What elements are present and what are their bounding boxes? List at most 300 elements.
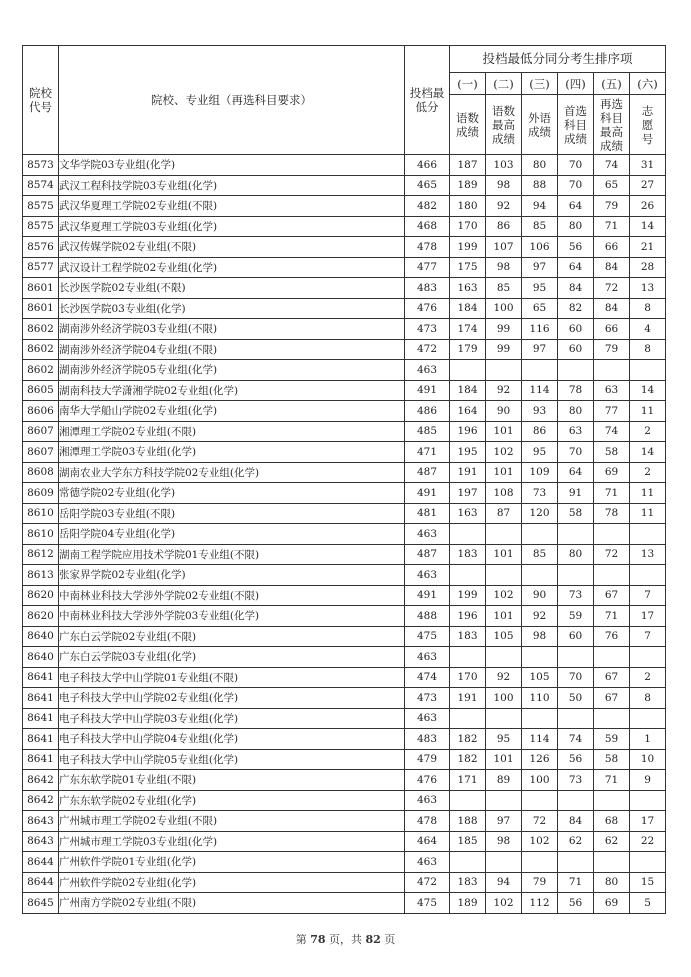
- cell-min-score: 491: [405, 483, 450, 504]
- cell-preference-number: 2: [630, 462, 666, 483]
- cell-elective-max-score: 77: [594, 401, 630, 422]
- cell-primary-subject-score: 84: [558, 278, 594, 299]
- cell-chinese-math-max: 92: [486, 380, 522, 401]
- cell-elective-max-score: 71: [594, 606, 630, 627]
- cell-preference-number: 10: [630, 749, 666, 770]
- cell-primary-subject-score: 84: [558, 811, 594, 832]
- header-sub-label-2: (二): [486, 73, 522, 95]
- cell-min-score: 486: [405, 401, 450, 422]
- cell-school-code: 8641: [23, 749, 59, 770]
- cell-chinese-math-max: 107: [486, 237, 522, 258]
- footer-suffix: 页: [384, 933, 396, 946]
- cell-min-score: 466: [405, 155, 450, 176]
- cell-elective-max-score: 69: [594, 462, 630, 483]
- cell-group-name: 张家界学院02专业组(化学): [59, 565, 405, 586]
- cell-chinese-math-max: 86: [486, 216, 522, 237]
- table-row: [23, 872, 666, 893]
- cell-chinese-math-max: 100: [486, 688, 522, 709]
- cell-school-code: 8577: [23, 257, 59, 278]
- cell-min-score: 485: [405, 421, 450, 442]
- cell-min-score: 463: [405, 790, 450, 811]
- cell-primary-subject-score: 80: [558, 216, 594, 237]
- cell-group-name: 湖南工程学院应用技术学院01专业组(不限): [59, 544, 405, 565]
- cell-elective-max-score: 84: [594, 257, 630, 278]
- cell-foreign-language-score: 85: [522, 544, 558, 565]
- cell-school-code: 8641: [23, 667, 59, 688]
- cell-school-code: 8602: [23, 339, 59, 360]
- cell-group-name: 广东东软学院02专业组(化学): [59, 790, 405, 811]
- cell-group-name: 广东白云学院03专业组(化学): [59, 647, 405, 668]
- cell-group-name: 湘潭理工学院03专业组(化学): [59, 442, 405, 463]
- table-header: [23, 46, 666, 155]
- cell-primary-subject-score: 71: [558, 872, 594, 893]
- cell-elective-max-score: 74: [594, 421, 630, 442]
- cell-min-score: 482: [405, 196, 450, 217]
- cell-school-code: 8644: [23, 872, 59, 893]
- cell-chinese-math-score: [450, 360, 486, 381]
- table-row: [23, 360, 666, 381]
- cell-preference-number: 8: [630, 298, 666, 319]
- cell-primary-subject-score: [558, 790, 594, 811]
- cell-school-code: 8602: [23, 360, 59, 381]
- cell-foreign-language-score: 80: [522, 155, 558, 176]
- cell-elective-max-score: 78: [594, 503, 630, 524]
- cell-elective-max-score: 66: [594, 237, 630, 258]
- cell-primary-subject-score: 60: [558, 319, 594, 340]
- cell-min-score: 465: [405, 175, 450, 196]
- cell-preference-number: 26: [630, 196, 666, 217]
- header-sub-name-5: 再选科目最高成绩: [594, 95, 630, 155]
- cell-chinese-math-score: 175: [450, 257, 486, 278]
- cell-primary-subject-score: 59: [558, 606, 594, 627]
- table-row: [23, 811, 666, 832]
- cell-preference-number: 21: [630, 237, 666, 258]
- cell-min-score: 483: [405, 278, 450, 299]
- cell-group-name: 南华大学船山学院02专业组(化学): [59, 401, 405, 422]
- cell-foreign-language-score: 95: [522, 442, 558, 463]
- cell-chinese-math-max: 102: [486, 585, 522, 606]
- cell-foreign-language-score: 120: [522, 503, 558, 524]
- footer-prefix: 第: [295, 933, 307, 946]
- cell-preference-number: 11: [630, 483, 666, 504]
- header-sub-name-1: 语数成绩: [450, 95, 486, 155]
- cell-primary-subject-score: 62: [558, 831, 594, 852]
- cell-primary-subject-score: 63: [558, 421, 594, 442]
- cell-group-name: 中南林业科技大学涉外学院02专业组(不限): [59, 585, 405, 606]
- table-row: [23, 483, 666, 504]
- cell-school-code: 8641: [23, 708, 59, 729]
- cell-preference-number: 4: [630, 319, 666, 340]
- cell-preference-number: 8: [630, 688, 666, 709]
- cell-min-score: 463: [405, 524, 450, 545]
- cell-elective-max-score: 72: [594, 544, 630, 565]
- cell-chinese-math-score: 180: [450, 196, 486, 217]
- table-row: [23, 708, 666, 729]
- cell-chinese-math-max: [486, 360, 522, 381]
- cell-chinese-math-max: 99: [486, 319, 522, 340]
- cell-school-code: 8640: [23, 626, 59, 647]
- cell-chinese-math-score: 164: [450, 401, 486, 422]
- cell-preference-number: 2: [630, 421, 666, 442]
- cell-foreign-language-score: 72: [522, 811, 558, 832]
- cell-preference-number: 14: [630, 442, 666, 463]
- cell-min-score: 463: [405, 647, 450, 668]
- table-row: [23, 257, 666, 278]
- cell-foreign-language-score: [522, 708, 558, 729]
- cell-preference-number: 15: [630, 872, 666, 893]
- cell-chinese-math-score: 183: [450, 544, 486, 565]
- cell-chinese-math-score: 179: [450, 339, 486, 360]
- table-row: [23, 790, 666, 811]
- cell-elective-max-score: 79: [594, 196, 630, 217]
- cell-primary-subject-score: 58: [558, 503, 594, 524]
- cell-min-score: 479: [405, 749, 450, 770]
- cell-primary-subject-score: 74: [558, 729, 594, 750]
- table-row: [23, 606, 666, 627]
- cell-elective-max-score: [594, 647, 630, 668]
- cell-chinese-math-score: 185: [450, 831, 486, 852]
- cell-preference-number: 14: [630, 380, 666, 401]
- cell-preference-number: 28: [630, 257, 666, 278]
- cell-school-code: 8607: [23, 421, 59, 442]
- header-sub-label-1: (一): [450, 73, 486, 95]
- cell-preference-number: 5: [630, 893, 666, 914]
- cell-preference-number: 22: [630, 831, 666, 852]
- cell-min-score: 487: [405, 544, 450, 565]
- cell-foreign-language-score: 116: [522, 319, 558, 340]
- cell-school-code: 8575: [23, 196, 59, 217]
- cell-group-name: 湖南农业大学东方科技学院02专业组(化学): [59, 462, 405, 483]
- cell-primary-subject-score: 91: [558, 483, 594, 504]
- header-sub-label-3: (三): [522, 73, 558, 95]
- cell-foreign-language-score: 85: [522, 216, 558, 237]
- cell-primary-subject-score: 78: [558, 380, 594, 401]
- cell-school-code: 8610: [23, 524, 59, 545]
- cell-school-code: 8610: [23, 503, 59, 524]
- cell-primary-subject-score: [558, 565, 594, 586]
- cell-chinese-math-score: 187: [450, 155, 486, 176]
- table-row: [23, 729, 666, 750]
- cell-group-name: 电子科技大学中山学院04专业组(化学): [59, 729, 405, 750]
- cell-chinese-math-max: 98: [486, 831, 522, 852]
- cell-group-name: 广州软件学院02专业组(化学): [59, 872, 405, 893]
- cell-chinese-math-max: 92: [486, 196, 522, 217]
- cell-chinese-math-max: 94: [486, 872, 522, 893]
- cell-chinese-math-max: 90: [486, 401, 522, 422]
- cell-elective-max-score: 65: [594, 175, 630, 196]
- table-row: [23, 421, 666, 442]
- cell-primary-subject-score: 82: [558, 298, 594, 319]
- table-row: [23, 155, 666, 176]
- cell-primary-subject-score: 60: [558, 339, 594, 360]
- cell-preference-number: 17: [630, 811, 666, 832]
- cell-chinese-math-max: 99: [486, 339, 522, 360]
- cell-preference-number: 14: [630, 216, 666, 237]
- cell-chinese-math-max: 102: [486, 442, 522, 463]
- cell-preference-number: 13: [630, 278, 666, 299]
- cell-primary-subject-score: 70: [558, 667, 594, 688]
- table-row: [23, 237, 666, 258]
- cell-preference-number: 11: [630, 401, 666, 422]
- cell-elective-max-score: 84: [594, 298, 630, 319]
- cell-chinese-math-score: 197: [450, 483, 486, 504]
- cell-group-name: 武汉华夏理工学院02专业组(不限): [59, 196, 405, 217]
- cell-chinese-math-score: 184: [450, 380, 486, 401]
- cell-foreign-language-score: 97: [522, 339, 558, 360]
- cell-group-name: 电子科技大学中山学院05专业组(化学): [59, 749, 405, 770]
- cell-school-code: 8573: [23, 155, 59, 176]
- cell-chinese-math-max: 87: [486, 503, 522, 524]
- cell-primary-subject-score: [558, 360, 594, 381]
- header-sub-label-5: (五): [594, 73, 630, 95]
- table-row: [23, 831, 666, 852]
- table-row: [23, 667, 666, 688]
- cell-foreign-language-score: 109: [522, 462, 558, 483]
- cell-group-name: 广州软件学院01专业组(化学): [59, 852, 405, 873]
- cell-chinese-math-max: 101: [486, 421, 522, 442]
- header-sub-name-4: 首选科目成绩: [558, 95, 594, 155]
- cell-preference-number: [630, 790, 666, 811]
- cell-elective-max-score: 67: [594, 585, 630, 606]
- cell-chinese-math-score: 199: [450, 237, 486, 258]
- cell-chinese-math-max: 85: [486, 278, 522, 299]
- cell-chinese-math-max: 101: [486, 462, 522, 483]
- cell-group-name: 岳阳学院04专业组(化学): [59, 524, 405, 545]
- cell-foreign-language-score: 106: [522, 237, 558, 258]
- cell-chinese-math-score: 199: [450, 585, 486, 606]
- cell-chinese-math-score: [450, 852, 486, 873]
- cell-min-score: 476: [405, 770, 450, 791]
- cell-min-score: 471: [405, 442, 450, 463]
- cell-elective-max-score: [594, 524, 630, 545]
- cell-group-name: 湖南科技大学潇湘学院02专业组(化学): [59, 380, 405, 401]
- header-group: 院校、专业组（再选科目要求）: [59, 46, 405, 155]
- cell-min-score: 472: [405, 339, 450, 360]
- cell-chinese-math-max: [486, 524, 522, 545]
- cell-min-score: 475: [405, 626, 450, 647]
- cell-foreign-language-score: 114: [522, 380, 558, 401]
- cell-chinese-math-max: [486, 790, 522, 811]
- header-sub-name-6: 志愿号: [630, 95, 666, 155]
- cell-foreign-language-score: 95: [522, 278, 558, 299]
- cell-chinese-math-max: [486, 852, 522, 873]
- cell-chinese-math-max: [486, 647, 522, 668]
- cell-group-name: 武汉传媒学院02专业组(不限): [59, 237, 405, 258]
- cell-group-name: 广州城市理工学院02专业组(不限): [59, 811, 405, 832]
- table-row: [23, 749, 666, 770]
- cell-elective-max-score: 58: [594, 749, 630, 770]
- cell-foreign-language-score: 92: [522, 606, 558, 627]
- table-row: [23, 544, 666, 565]
- cell-chinese-math-score: 191: [450, 688, 486, 709]
- cell-elective-max-score: 71: [594, 770, 630, 791]
- cell-preference-number: 8: [630, 339, 666, 360]
- cell-school-code: 8574: [23, 175, 59, 196]
- header-sub-name-2: 语数最高成绩: [486, 95, 522, 155]
- cell-min-score: 488: [405, 606, 450, 627]
- cell-min-score: 478: [405, 811, 450, 832]
- cell-primary-subject-score: 64: [558, 257, 594, 278]
- header-sub-label-6: (六): [630, 73, 666, 95]
- table-row: [23, 442, 666, 463]
- table-row: [23, 585, 666, 606]
- cell-elective-max-score: 67: [594, 667, 630, 688]
- cell-preference-number: 17: [630, 606, 666, 627]
- cell-chinese-math-score: 184: [450, 298, 486, 319]
- cell-primary-subject-score: 56: [558, 237, 594, 258]
- cell-primary-subject-score: 64: [558, 462, 594, 483]
- cell-chinese-math-score: 163: [450, 278, 486, 299]
- table-row: [23, 503, 666, 524]
- cell-min-score: 472: [405, 872, 450, 893]
- page-footer: [0, 931, 691, 947]
- cell-primary-subject-score: 73: [558, 770, 594, 791]
- cell-preference-number: 2: [630, 667, 666, 688]
- cell-chinese-math-score: 182: [450, 729, 486, 750]
- cell-primary-subject-score: 50: [558, 688, 594, 709]
- cell-school-code: 8642: [23, 790, 59, 811]
- cell-preference-number: [630, 524, 666, 545]
- cell-school-code: 8642: [23, 770, 59, 791]
- cell-chinese-math-score: 189: [450, 175, 486, 196]
- cell-elective-max-score: 80: [594, 872, 630, 893]
- cell-primary-subject-score: [558, 647, 594, 668]
- cell-preference-number: [630, 360, 666, 381]
- cell-school-code: 8609: [23, 483, 59, 504]
- cell-foreign-language-score: [522, 790, 558, 811]
- cell-chinese-math-score: [450, 647, 486, 668]
- table-row: [23, 770, 666, 791]
- cell-foreign-language-score: 110: [522, 688, 558, 709]
- cell-school-code: 8645: [23, 893, 59, 914]
- cell-school-code: 8601: [23, 298, 59, 319]
- cell-chinese-math-score: 183: [450, 626, 486, 647]
- cell-primary-subject-score: 70: [558, 442, 594, 463]
- cell-primary-subject-score: 80: [558, 401, 594, 422]
- cell-group-name: 电子科技大学中山学院03专业组(化学): [59, 708, 405, 729]
- cell-group-name: 长沙医学院02专业组(不限): [59, 278, 405, 299]
- table-row: [23, 462, 666, 483]
- cell-preference-number: [630, 647, 666, 668]
- cell-foreign-language-score: 93: [522, 401, 558, 422]
- cell-foreign-language-score: 88: [522, 175, 558, 196]
- cell-min-score: 473: [405, 688, 450, 709]
- cell-chinese-math-max: 102: [486, 893, 522, 914]
- cell-foreign-language-score: 126: [522, 749, 558, 770]
- cell-primary-subject-score: 60: [558, 626, 594, 647]
- cell-elective-max-score: 66: [594, 319, 630, 340]
- cell-chinese-math-max: 100: [486, 298, 522, 319]
- table-row: [23, 196, 666, 217]
- footer-middle: 页，共: [329, 933, 362, 946]
- cell-elective-max-score: [594, 852, 630, 873]
- cell-primary-subject-score: 80: [558, 544, 594, 565]
- cell-chinese-math-max: 101: [486, 749, 522, 770]
- table-row: [23, 565, 666, 586]
- table-row: [23, 278, 666, 299]
- cell-group-name: 常德学院02专业组(化学): [59, 483, 405, 504]
- cell-min-score: 473: [405, 319, 450, 340]
- cell-preference-number: 31: [630, 155, 666, 176]
- cell-school-code: 8607: [23, 442, 59, 463]
- cell-foreign-language-score: 94: [522, 196, 558, 217]
- cell-elective-max-score: 79: [594, 339, 630, 360]
- cell-foreign-language-score: 79: [522, 872, 558, 893]
- cell-primary-subject-score: 56: [558, 749, 594, 770]
- cell-foreign-language-score: 97: [522, 257, 558, 278]
- cell-chinese-math-max: [486, 708, 522, 729]
- table-row: [23, 319, 666, 340]
- cell-chinese-math-score: 196: [450, 421, 486, 442]
- cell-school-code: 8620: [23, 606, 59, 627]
- cell-group-name: 广东东软学院01专业组(不限): [59, 770, 405, 791]
- cell-foreign-language-score: 100: [522, 770, 558, 791]
- cell-min-score: 463: [405, 360, 450, 381]
- cell-foreign-language-score: 90: [522, 585, 558, 606]
- cell-chinese-math-score: [450, 790, 486, 811]
- header-tiebreak-title: 投档最低分同分考生排序项: [450, 46, 666, 73]
- cell-elective-max-score: [594, 360, 630, 381]
- cell-chinese-math-score: 174: [450, 319, 486, 340]
- cell-group-name: 武汉工程科技学院03专业组(化学): [59, 175, 405, 196]
- cell-min-score: 478: [405, 237, 450, 258]
- cell-preference-number: [630, 708, 666, 729]
- table-row: [23, 852, 666, 873]
- cell-chinese-math-score: [450, 708, 486, 729]
- cell-foreign-language-score: 114: [522, 729, 558, 750]
- cell-chinese-math-max: 89: [486, 770, 522, 791]
- cell-group-name: 电子科技大学中山学院02专业组(化学): [59, 688, 405, 709]
- cell-elective-max-score: 71: [594, 216, 630, 237]
- cell-foreign-language-score: [522, 647, 558, 668]
- cell-group-name: 广东白云学院02专业组(不限): [59, 626, 405, 647]
- cell-foreign-language-score: 105: [522, 667, 558, 688]
- footer-page-number: 78: [310, 933, 326, 946]
- cell-school-code: 8575: [23, 216, 59, 237]
- table-body: [23, 155, 666, 914]
- cell-preference-number: 1: [630, 729, 666, 750]
- cell-chinese-math-score: 171: [450, 770, 486, 791]
- cell-chinese-math-max: 105: [486, 626, 522, 647]
- cell-preference-number: 27: [630, 175, 666, 196]
- cell-school-code: 8612: [23, 544, 59, 565]
- cell-preference-number: [630, 565, 666, 586]
- cell-elective-max-score: [594, 565, 630, 586]
- cell-elective-max-score: 71: [594, 483, 630, 504]
- cell-preference-number: 7: [630, 626, 666, 647]
- cell-group-name: 武汉设计工程学院02专业组(化学): [59, 257, 405, 278]
- cell-school-code: 8641: [23, 729, 59, 750]
- cell-min-score: 464: [405, 831, 450, 852]
- cell-chinese-math-score: [450, 524, 486, 545]
- admission-table: [22, 45, 666, 914]
- table-row: [23, 339, 666, 360]
- table-row: [23, 401, 666, 422]
- cell-min-score: 463: [405, 708, 450, 729]
- cell-school-code: 8601: [23, 278, 59, 299]
- cell-group-name: 长沙医学院03专业组(化学): [59, 298, 405, 319]
- cell-school-code: 8606: [23, 401, 59, 422]
- cell-group-name: 湖南涉外经济学院04专业组(不限): [59, 339, 405, 360]
- table-row: [23, 298, 666, 319]
- cell-min-score: 491: [405, 585, 450, 606]
- header-sub-label-4: (四): [558, 73, 594, 95]
- cell-foreign-language-score: 102: [522, 831, 558, 852]
- table-row: [23, 893, 666, 914]
- cell-primary-subject-score: [558, 852, 594, 873]
- cell-foreign-language-score: 112: [522, 893, 558, 914]
- cell-school-code: 8576: [23, 237, 59, 258]
